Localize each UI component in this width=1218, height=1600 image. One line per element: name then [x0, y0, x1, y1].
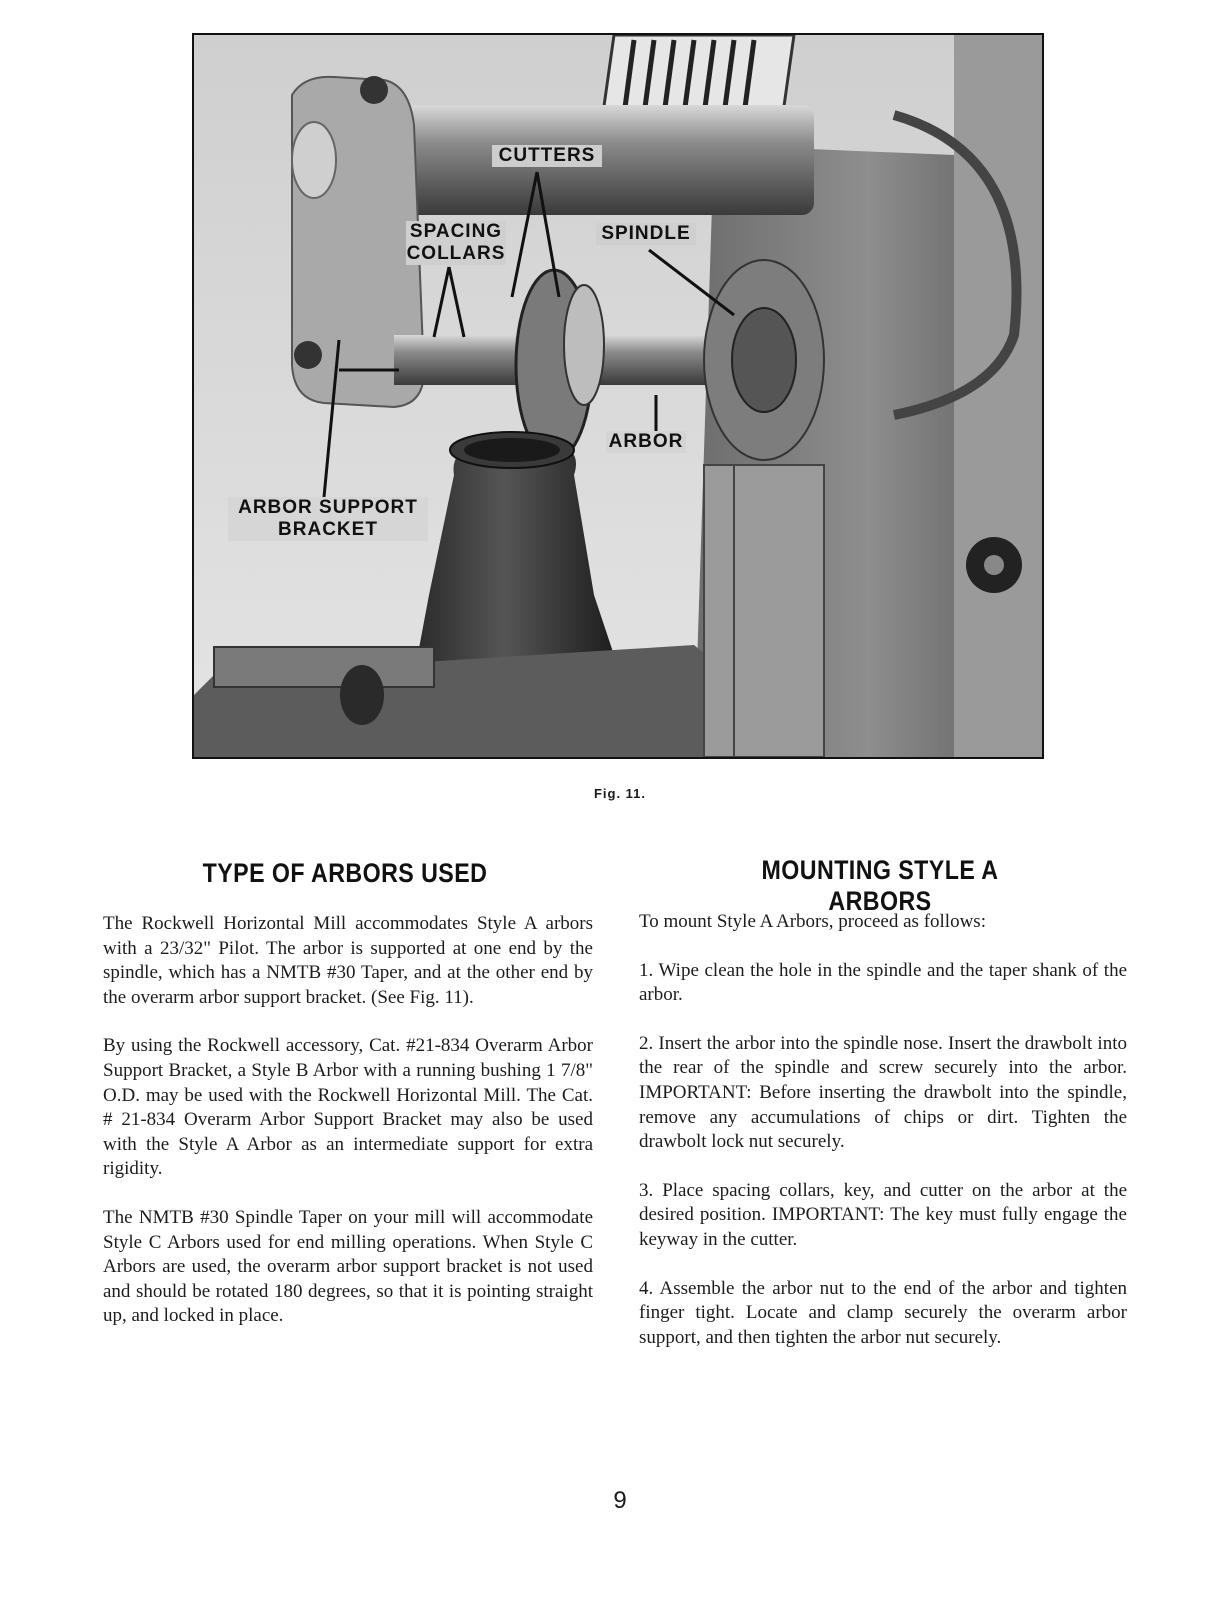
- milling-machine-illustration: [194, 35, 1042, 757]
- right-step-2: 2. Insert the arbor into the spindle nose. Insert the drawbolt into the rear of the spindle and screw securely into the arbor. IMPORTANT: Before inserting the drawbolt into the spindle, remove any accumulations of chips or dirt. Tighten the drawbolt lock nut securely.: [639, 1032, 1127, 1153]
- left-paragraph-3: The NMTB #30 Spindle Taper on your mill will accommodate Style C Arbors used for end milling operations. When Style C Arbors are used, the overarm arbor support bracket is not used and should be rotated 180 degrees, so that it is pointing straight up, and locked in place.: [103, 1206, 593, 1327]
- right-intro: To mount Style A Arbors, proceed as follows:: [639, 911, 986, 932]
- callout-spacing-collars-line1: SPACING: [409, 221, 503, 242]
- callout-arbor-support-bracket: [228, 497, 428, 541]
- figure-photo: [192, 33, 1044, 759]
- right-step-1: 1. Wipe clean the hole in the spindle and the taper shank of the arbor.: [639, 959, 1127, 1006]
- callout-arbor: ARBOR: [606, 431, 686, 453]
- callout-arbor-support-line1: ARBOR SUPPORT: [238, 497, 418, 518]
- right-step-4: 4. Assemble the arbor nut to the end of the arbor and tighten finger tight. Locate and clamp securely the overarm arbor support, and then tighten the arbor nut securely.: [639, 1277, 1127, 1348]
- callout-spindle: SPINDLE: [596, 223, 696, 245]
- page-number: 9: [613, 1487, 627, 1514]
- callout-arbor-support-line2: BRACKET: [278, 519, 378, 540]
- callout-cutters: CUTTERS: [492, 145, 602, 167]
- left-paragraph-2: By using the Rockwell accessory, Cat. #21-834 Overarm Arbor Support Bracket, a Style B Arbor with a running bushing 1 7/8" O.D. may be used with the Rockwell Horizontal Mill. The Cat. # 21-834 Overarm Arbor Support Bracket may also be used with the Style A Arbor as an intermediate support for extra rigidity.: [103, 1035, 593, 1180]
- left-paragraph-1: The Rockwell Horizontal Mill accommodates Style A arbors with a 23/32" Pilot. The arbor is supported at one end by the spindle, which has a NMTB #30 Taper, and at the other end by the overarm arbor support bracket. (See Fig. 11).: [103, 913, 593, 1008]
- left-column-heading: TYPE OF ARBORS USED: [202, 858, 488, 888]
- right-column-heading: MOUNTING STYLE A ARBORS: [761, 855, 999, 916]
- right-column: [639, 910, 1127, 1374]
- callout-spacing-collars: [406, 221, 506, 265]
- figure-caption: Fig. 11.: [593, 786, 647, 801]
- right-step-3: 3. Place spacing collars, key, and cutter on the arbor at the desired position. IMPORTANT: The key must fully engage the keyway in the cutter.: [639, 1179, 1127, 1250]
- callout-spacing-collars-line2: COLLARS: [406, 243, 506, 264]
- left-column: [103, 912, 593, 1353]
